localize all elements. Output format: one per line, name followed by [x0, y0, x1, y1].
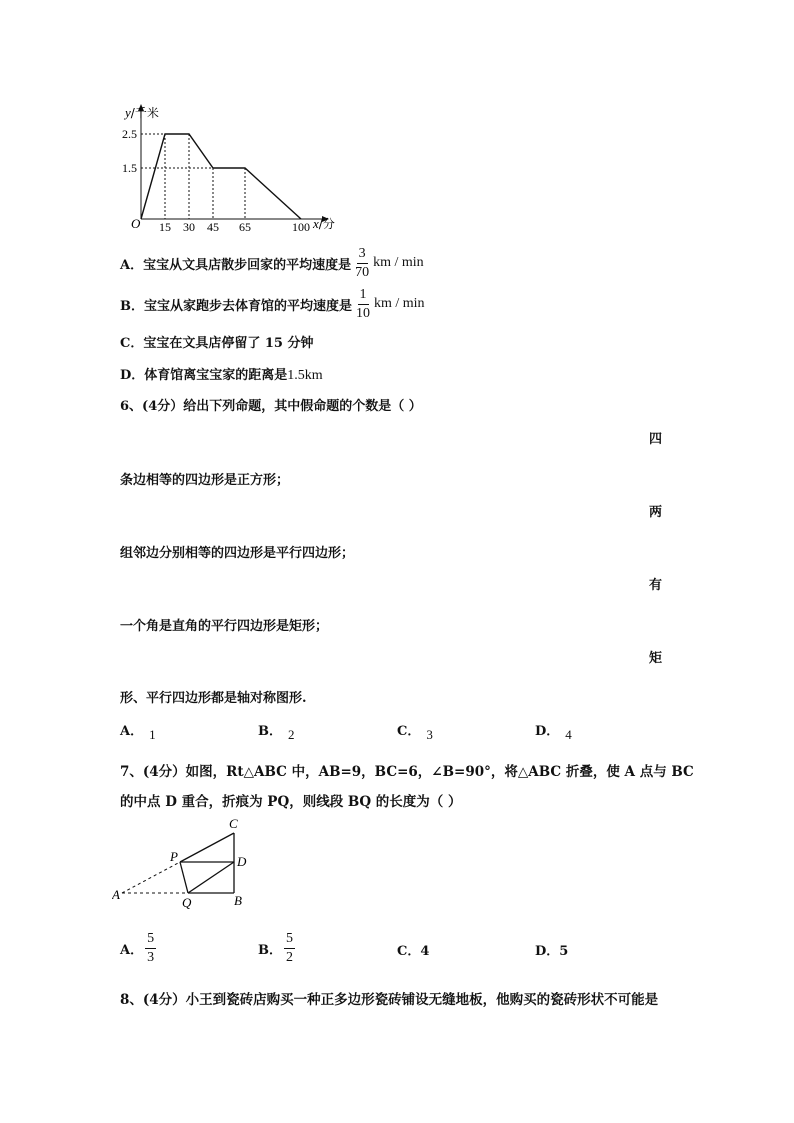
segment-qd [188, 862, 234, 893]
q5-option-b-unit: km / min [374, 296, 425, 311]
q6-option-d: D． 4 [535, 724, 572, 742]
distance-time-graph [115, 100, 355, 235]
x-tick-label: 100 [292, 220, 310, 234]
q6-item-3-text: 一个角是直角的平行四边形是矩形； [120, 619, 329, 634]
label-a: A [112, 887, 120, 902]
q5-option-a-text: A．宝宝从文具店散步回家的平均速度是 [120, 257, 352, 273]
label-d: D [237, 854, 247, 869]
q7-option-c: C．4 [397, 944, 430, 959]
q7-option-d: D．5 [535, 944, 569, 959]
y-axis-var: y [125, 105, 131, 120]
y-tick-label: 2.5 [122, 127, 137, 141]
q5-option-b-text: B．宝宝从家跑步去体育馆的平均速度是 [120, 298, 352, 314]
x-tick-label: 15 [159, 220, 171, 234]
q7-option-b: B． $\frac{5}{2}$ [258, 930, 293, 965]
q6-item-4-text: 形、平行四边形都是轴对称图形. [120, 691, 307, 706]
graph-tick-labels [122, 127, 310, 234]
x-axis-unit: /分 [318, 217, 335, 231]
q7-option-b-fraction: $\frac{5}{2}$ [286, 930, 293, 965]
q6-item-3-head: 有 [649, 578, 663, 593]
x-tick-label: 30 [183, 220, 195, 234]
q6-item-2-text: 组邻边分别相等的四边形是平行四边形； [120, 546, 355, 561]
q6-option-c: C． 3 [397, 724, 433, 742]
label-c: C [229, 816, 238, 831]
q7-option-a: A． $\frac{5}{3}$ [120, 930, 155, 965]
label-b: B [234, 893, 242, 908]
q5-option-d-text: D．体育馆离宝宝家的距离是 [120, 368, 288, 383]
q5-option-a-unit: km / min [373, 255, 424, 270]
label-p: P [170, 849, 178, 864]
q5-option-b [120, 285, 425, 323]
q6-option-a: A． 1 [120, 724, 156, 742]
triangle-fold-figure [112, 815, 262, 910]
q8-stem: 8、(4分）小王到瓷砖店购买一种正多边形瓷砖铺设无缝地板，他购买的瓷砖形状不可能是 [120, 992, 659, 1008]
q6-item-2-head: 两 [649, 505, 663, 520]
y-axis-unit: /千米 [130, 106, 159, 120]
q6-item-4-head: 矩 [649, 651, 663, 666]
graph-guide-lines [141, 134, 245, 219]
q5-option-d [120, 364, 323, 384]
segment-pq [180, 862, 188, 893]
q5-option-c: C．宝宝在文具店停留了 15 分钟 [120, 336, 314, 351]
q6-stem: 6、(4分）给出下列命题，其中假命题的个数是（ ） [120, 399, 422, 414]
q5-option-b-fraction: $\frac{1}{10}$ [356, 286, 370, 321]
q6-option-b: B． 2 [258, 724, 295, 742]
segment-pc [180, 833, 234, 862]
x-tick-label: 45 [207, 220, 219, 234]
q5-option-a [120, 244, 424, 282]
q7-option-a-fraction: $\frac{5}{3}$ [147, 930, 155, 965]
q6-item-1-head: 四 [649, 432, 663, 447]
y-axis-label [123, 105, 159, 120]
x-tick-label: 65 [239, 220, 251, 234]
q7-stem-line-2: 的中点 D 重合，折痕为 PQ，则线段 BQ 的长度为（ ） [120, 794, 462, 810]
y-tick-label: 1.5 [122, 161, 137, 175]
label-q: Q [182, 895, 192, 910]
q6-item-1-text: 条边相等的四边形是正方形； [120, 473, 290, 488]
q5-option-d-value: 1.5km [287, 368, 323, 383]
x-axis-var: x [313, 216, 319, 231]
q5-option-a-fraction: $\frac{3}{70}$ [355, 245, 370, 280]
x-axis-label [312, 216, 335, 231]
q7-stem-line-1: 7、(4分）如图，Rt△ABC 中，AB=9，BC=6，∠B=90°，将△ABC 折叠，使 A 点与 BC [120, 764, 694, 780]
dashed-segment-ap [122, 862, 180, 893]
origin-label: O [131, 216, 141, 231]
